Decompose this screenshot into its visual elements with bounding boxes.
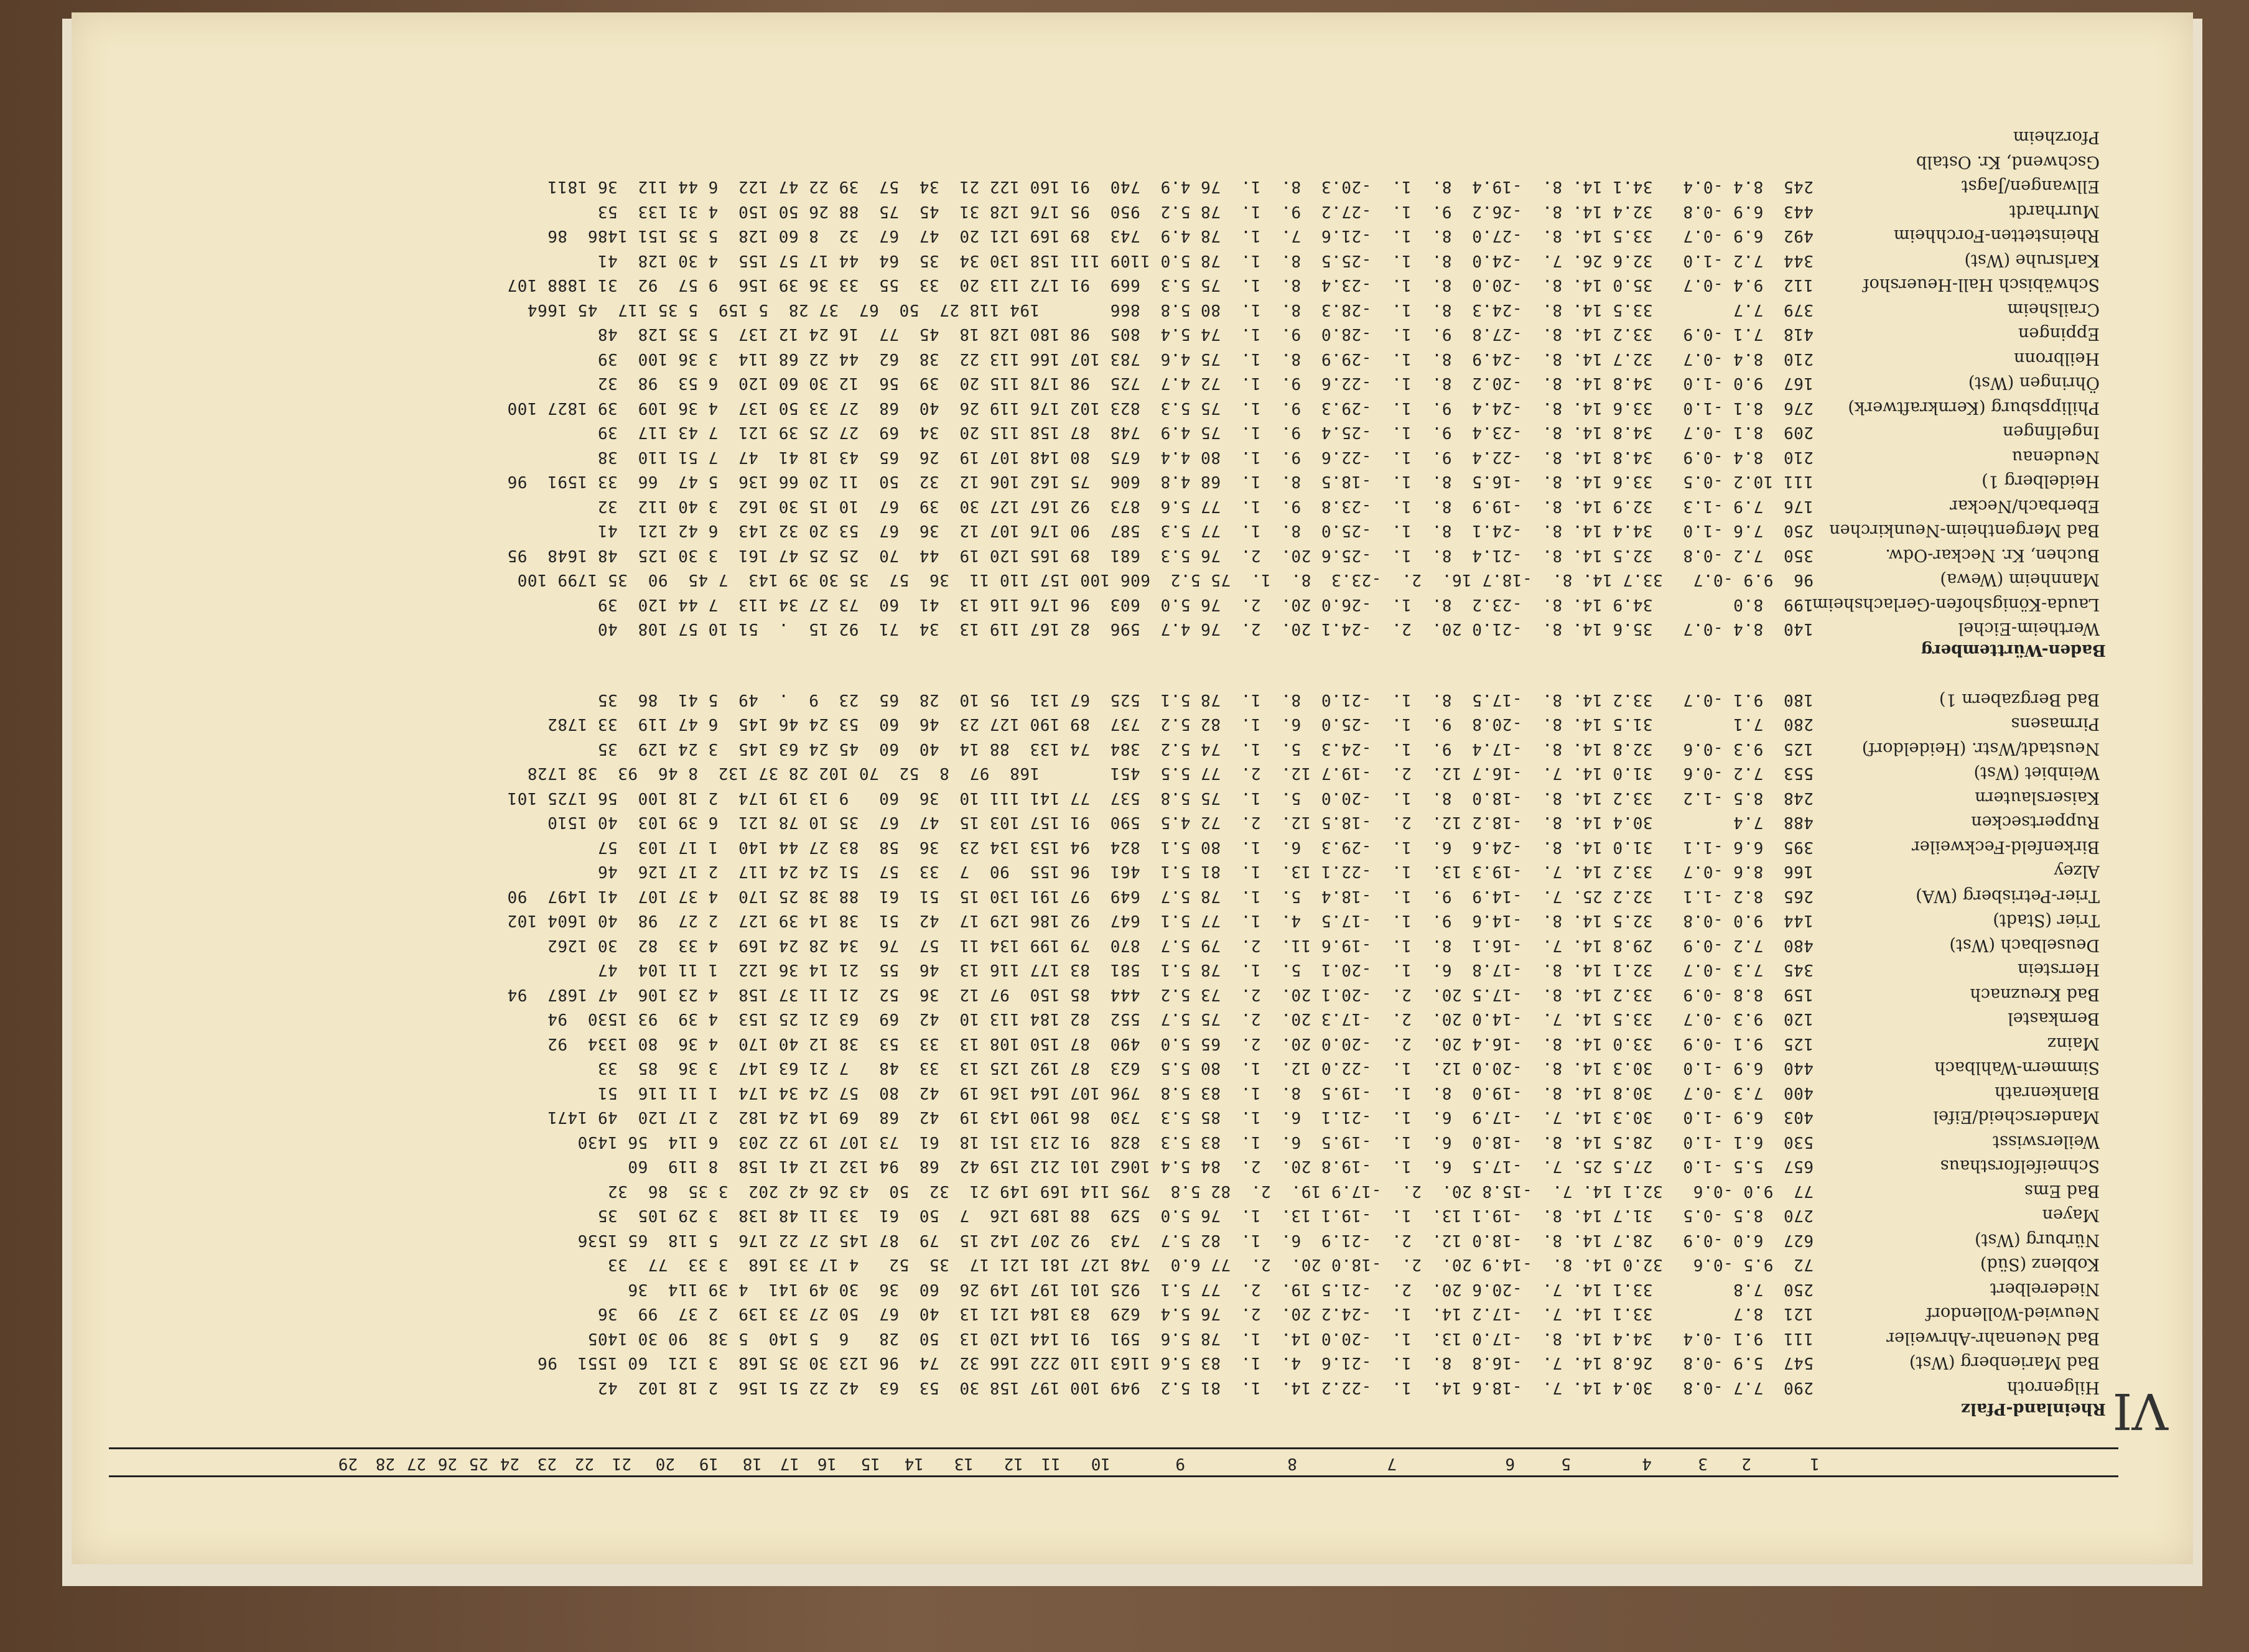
- column-number: 6: [1505, 1454, 1515, 1473]
- column-number: 12: [1003, 1454, 1023, 1473]
- station-name: Heilbronn: [2013, 349, 2100, 368]
- column-number: 15: [860, 1454, 880, 1473]
- station-name: Pforzheim: [2013, 128, 2100, 147]
- station-name: Eberbach/Neckar: [1950, 496, 2100, 516]
- station-values: 77 9.0 -0.6 32.1 14. 7. -15.8 20. 2. -17.9 19. 2. 82 5.8 795 114 169 149 21 32 50 43 26 42 202 3 35 86 32: [607, 1182, 1814, 1200]
- station-name: Rheinstetten-Forchheim: [1893, 226, 2100, 246]
- station-name: Simmern-Wahlbach: [1934, 1058, 2100, 1078]
- station-values: 111 10.2 -0.5 33.6 14. 8. -16.5 8. 1. -18.5 8. 1. 68 4.8 606 75 162 106 12 32 50 11 20 66 136 5 47 66 33 1591 96: [507, 472, 1814, 491]
- station-values: 245 8.4 -0.4 34.1 14. 8. -19.4 8. 1. -20.3 8. 1. 76 4.9 740 91 160 122 21 34 57 39 22 47 122 6 44 112 36 1811: [547, 177, 1814, 197]
- column-number: 27: [406, 1454, 426, 1473]
- column-number: 11: [1041, 1454, 1061, 1473]
- station-name: Schwäbisch Hall-Heuershof: [1863, 275, 2100, 295]
- station-name: Bad Kreuznach: [1970, 985, 2100, 1004]
- station-values: 379 7.7 33.5 14. 8. -24.3 8. 1. -28.3 8. 1. 80 5.8 866 194 118 27 50 67 37 28 5 159 5 35 117 45 1664: [527, 300, 1814, 319]
- station-name: Alzey: [2054, 861, 2100, 881]
- station-values: 248 8.5 -1.2 33.2 14. 8. -18.0 8. 1. -20.0 5. 1. 75 5.8 537 77 141 111 10 36 60 9 13 19 174 2 18 100 56 1725 101: [507, 789, 1814, 807]
- column-number: 17: [780, 1454, 799, 1473]
- station-values: 250 7.6 -1.0 34.4 14. 8. -24.1 8. 1. -25.0 8. 1. 77 5.3 587 90 176 107 12 36 67 53 20 32 143 6 42 121 41: [597, 521, 1814, 541]
- column-number: 29: [338, 1454, 358, 1473]
- column-number: 3: [1698, 1454, 1708, 1473]
- station-values: 210 8.4 -0.9 34.8 14. 8. -22.4 9. 1. -22.6 9. 1. 80 4.4 675 80 148 107 19 26 65 43 18 41 47 7 51 110 38: [597, 448, 1814, 466]
- station-values: 140 8.4 -0.7 35.6 14. 8. -21.0 20. 2. -24.1 20. 2. 76 4.7 596 82 167 119 13 34 71 92 15 . 51 10 57 108 40: [597, 620, 1814, 639]
- column-number: 16: [817, 1454, 837, 1473]
- station-name: Birkenfeld-Feckweiler: [1911, 837, 2100, 856]
- station-values: 176 7.9 -1.3 32.9 14. 8. -19.9 8. 1. -23.8 9. 1. 77 5.6 873 92 167 127 30 39 67 10 15 30 162 3 40 112 32: [597, 497, 1814, 516]
- station-values: 210 8.4 -0.7 32.7 14. 8. -24.9 8. 1. -29.9 8. 1. 75 4.6 783 107 166 113 22 38 62 44 22 68 114 3 36 100 39: [597, 350, 1814, 368]
- column-number: 2: [1741, 1454, 1751, 1473]
- station-name: Kaiserslautern: [1975, 788, 2100, 807]
- column-number-header: [109, 1447, 2118, 1477]
- station-values: 276 8.1 -1.0 33.6 14. 8. -24.4 9. 1. -29.3 9. 1. 75 5.3 823 102 176 119 26 40 68 27 33 50 137 4 36 109 39 1827 100: [507, 399, 1814, 417]
- station-name: Niederelbert: [1990, 1279, 2100, 1299]
- station-name: Pirmasens: [2011, 714, 2100, 734]
- station-name: Crailsheim: [2007, 300, 2100, 319]
- station-name: Heidelberg 1): [1981, 471, 2100, 491]
- column-number: 21: [612, 1454, 631, 1473]
- station-values: 440 6.9 -1.0 30.3 14. 8. -20.0 12. 1. -22.0 12. 1. 80 5.5 623 87 192 125 13 33 48 7 21 63 147 3 36 85 33: [597, 1059, 1814, 1078]
- column-number: 26: [437, 1454, 457, 1473]
- station-values: 125 9.1 -0.9 33.0 14. 8. -16.4 20. 2. -20.0 20. 2. 65 5.0 490 87 150 108 13 33 53 38 12 40 170 4 36 80 1334 92: [547, 1034, 1814, 1053]
- station-values: 350 7.2 -0.8 32.5 14. 8. -21.4 8. 1. -25.6 20. 2. 76 5.3 681 89 165 120 19 44 70 25 25 47 161 3 30 125 48 1648 95: [507, 546, 1814, 565]
- station-name: Ruppertsecken: [1971, 812, 2100, 832]
- station-values: 418 7.1 -0.9 33.2 14. 8. -27.8 9. 1. -28.0 9. 1. 74 5.4 805 98 180 128 18 45 77 16 24 12 137 5 35 128 48: [597, 325, 1814, 344]
- station-name: Mayen: [2042, 1205, 2100, 1225]
- column-number: 20: [655, 1454, 675, 1473]
- column-number: 9: [1175, 1454, 1185, 1473]
- station-name: Koblenz (Süd): [1980, 1255, 2100, 1274]
- station-values: 270 8.5 -0.5 31.7 14. 8. -19.1 13. 1. -19.1 13. 1. 76 5.0 529 88 189 126 7 50 61 33 11 48 138 3 29 105 35: [597, 1206, 1814, 1225]
- station-name: Mannheim (Wewa): [1940, 570, 2100, 590]
- column-number: 10: [1091, 1454, 1111, 1473]
- station-name: Murrhardt: [2009, 202, 2100, 221]
- station-values: 492 6.9 -0.7 33.5 14. 8. -27.0 8. 1. -21.6 7. 1. 78 4.9 743 89 169 121 20 47 67 32 8 60 128 5 35 151 1486 86: [547, 226, 1814, 246]
- station-values: 265 8.2 -1.1 32.2 25. 7. -14.9 9. 1. -18.4 5. 1. 78 5.7 649 97 191 130 15 51 61 88 38 25 170 4 37 107 41 1497 90: [507, 887, 1814, 906]
- column-number: 23: [537, 1454, 557, 1473]
- station-values: 159 8.8 -0.9 33.2 14. 8. -17.5 20. 2. -20.1 20. 2. 73 5.2 444 85 150 97 12 36 52 21 11 37 158 4 23 106 47 1687 94: [507, 985, 1814, 1004]
- station-name: Bad Ems: [2024, 1181, 2100, 1200]
- station-values: 488 7.4 30.4 14. 8. -18.2 12. 2. -18.5 12. 2. 72 4.5 590 91 157 103 15 47 67 35 10 78 121 6 39 103 40 1510: [547, 813, 1814, 832]
- station-values: 657 5.5 -1.0 27.5 25. 7. -17.5 6. 1. -19.8 20. 2. 84 5.4 1062 101 212 159 42 68 94 132 12 41 158 8 119 60: [627, 1157, 1814, 1176]
- column-number: 14: [904, 1454, 924, 1473]
- station-name: Neudenau: [2011, 447, 2100, 466]
- column-number: 5: [1561, 1454, 1571, 1473]
- station-values: 530 6.1 -1.0 28.5 14. 8. -18.0 6. 1. -19.5 6. 1. 83 5.3 828 91 213 151 18 61 73 107 19 22 203 6 114 56 1430: [577, 1133, 1814, 1151]
- book-page: [72, 12, 2193, 1564]
- column-number: 8: [1287, 1454, 1297, 1473]
- station-name: Bad Neuenahr-Ahrweiler: [1886, 1329, 2100, 1348]
- section-title: Rheinland-Pfalz: [1961, 1399, 2106, 1418]
- station-values: 553 7.2 -0.6 31.0 14. 7. -16.7 12. 2. -19.7 12. 2. 77 5.5 451 168 97 8 52 70 102 28 37 132 8 46 93 38 1728: [527, 764, 1814, 783]
- column-number: 1: [1810, 1454, 1820, 1473]
- station-values: 290 7.7 -0.8 30.4 14. 7. -18.6 14. 1. -22.2 14. 1. 81 5.2 949 100 197 158 30 53 63 42 22 51 156 2 18 102 42: [597, 1378, 1814, 1397]
- column-number: 7: [1387, 1454, 1397, 1473]
- column-number: 24: [500, 1454, 519, 1473]
- station-name: Manderscheid/Eifel: [1933, 1107, 2100, 1127]
- station-name: Neustadt/Wstr. (Heideldorf): [1861, 739, 2100, 758]
- station-name: Bad Mergentheim-Neunkirchen: [1829, 521, 2100, 541]
- station-values: 400 7.3 -0.7 30.8 14. 8. -19.0 8. 1. -19.5 8. 1. 83 5.8 796 107 164 136 19 42 80 57 24 34 174 1 11 116 51: [597, 1084, 1814, 1102]
- station-name: Gschwend, Kr. Ostalb: [1916, 152, 2100, 172]
- station-name: Hilgenroth: [2007, 1378, 2100, 1397]
- column-number: 19: [699, 1454, 719, 1473]
- station-name: Ellwangen/Jagst: [1961, 177, 2100, 197]
- station-values: 120 9.3 -0.7 33.5 14. 7. -14.0 20. 2. -17.3 20. 2. 75 5.7 552 82 184 113 10 42 69 63 21 25 153 4 39 93 1530 94: [547, 1009, 1814, 1029]
- station-name: Weilerswisst: [1993, 1132, 2100, 1151]
- station-values: 209 8.1 -0.7 34.8 14. 8. -23.4 9. 1. -25.4 9. 1. 75 4.9 748 87 158 115 20 34 69 27 25 39 121 7 43 117 39: [597, 423, 1814, 442]
- station-values: 111 9.1 -0.4 34.4 14. 8. -17.0 13. 1. -20.0 14. 1. 78 5.6 591 91 144 120 13 50 28 6 5 140 5 38 90 30 1405: [587, 1329, 1814, 1348]
- station-values: 121 8.7 33.1 14. 7. -17.2 14. 1. -24.2 20. 2. 76 5.4 629 83 184 121 13 40 67 50 27 33 139 2 37 99 36: [597, 1304, 1814, 1324]
- station-name: Öhringen (Wst): [1968, 373, 2100, 393]
- station-name: Schneifelforsthaus: [1940, 1156, 2100, 1176]
- station-name: Buchen, Kr. Neckar-Odw.: [1885, 545, 2100, 565]
- station-values: 627 6.0 -0.9 28.7 14. 8. -18.0 12. 2. -21.9 6. 1. 82 5.7 743 92 207 142 15 79 87 145 27 22 176 5 118 65 1536: [577, 1231, 1814, 1250]
- station-name: Trier-Petrisberg (WA): [1916, 886, 2100, 906]
- station-values: 250 7.8 33.1 14. 7. -20.6 20. 2. -21.5 19. 2. 77 5.1 925 101 197 149 26 60 36 30 49 141 4 39 114 36: [627, 1280, 1814, 1299]
- station-name: Bad Marienberg (Wst): [1909, 1353, 2100, 1373]
- station-values: 199 8.0 34.9 14. 8. -23.2 8. 1. -26.0 20. 2. 76 5.0 603 96 176 116 13 41 60 73 27 34 113 7 44 120 39: [597, 595, 1814, 614]
- station-name: Trier (Stadt): [1993, 911, 2100, 930]
- station-name: Mainz: [2047, 1034, 2100, 1053]
- station-name: Nürburg (Wst): [1975, 1230, 2100, 1250]
- station-values: 125 9.3 -0.6 32.8 14. 8. -17.4 9. 1. -24.3 5. 1. 74 5.2 384 74 133 88 14 40 60 45 24 63 145 3 24 129 35: [597, 740, 1814, 758]
- station-name: Lauda-Königshofen-Gerlachsheim: [1812, 595, 2100, 614]
- column-number: 28: [375, 1454, 395, 1473]
- station-name: Weinbiet (Wst): [1973, 763, 2100, 783]
- station-name: Wertheim-Eichel: [1958, 619, 2100, 639]
- station-name: Blankenrath: [1995, 1083, 2100, 1102]
- station-name: Eppingen: [2018, 324, 2100, 344]
- station-values: 443 6.9 -0.8 32.4 14. 8. -26.2 9. 1. -27.2 9. 1. 78 5.2 950 95 176 128 31 45 75 88 26 50 150 4 31 133 53: [597, 202, 1814, 221]
- station-name: Bernkastel: [2008, 1009, 2100, 1029]
- station-values: 344 7.2 -1.0 32.6 26. 7. -24.0 8. 1. -25.5 8. 1. 78 5.0 1109 111 158 130 34 35 64 44 17 57 155 4 30 128 41: [597, 251, 1814, 270]
- page-content-rotated: [72, 12, 2193, 1564]
- station-values: 167 9.0 -1.0 34.8 14. 8. -20.2 8. 1. -22.6 9. 1. 72 4.7 725 98 178 115 20 39 56 12 30 60 120 6 53 98 32: [597, 374, 1814, 393]
- station-name: Neuwied-Wollendorf: [1926, 1304, 2100, 1324]
- station-name: Bad Bergzabern 1): [1939, 690, 2100, 709]
- station-name: Philippsburg (Kernkraftwerk): [1848, 398, 2100, 417]
- column-number: 25: [468, 1454, 488, 1473]
- station-values: 345 7.3 -0.7 32.1 14. 8. -17.8 6. 1. -20.1 5. 1. 78 5.1 581 83 177 116 13 46 55 21 14 36 122 1 11 104 47: [597, 960, 1814, 980]
- station-values: 72 9.5 -0.6 32.0 14. 8. -14.9 20. 2. -18.0 20. 2. 77 6.0 748 127 181 121 17 35 52 4 17 33 168 3 33 77 33: [607, 1255, 1814, 1274]
- column-number: 13: [954, 1454, 974, 1473]
- station-values: 480 7.2 -0.9 29.8 14. 7. -16.1 8. 1. -19.6 11. 2. 79 5.7 870 79 199 134 11 57 76 34 28 24 169 4 33 82 30 1262: [547, 936, 1814, 955]
- station-name: Karlsruhe (Wst): [1964, 251, 2100, 270]
- station-values: 280 7.1 31.5 14. 8. -20.8 9. 1. -25.0 6. 1. 82 5.2 737 89 190 127 23 46 60 53 24 46 145 6 47 119 33 1782: [547, 715, 1814, 734]
- column-number: 18: [742, 1454, 762, 1473]
- station-values: 112 9.4 -0.7 35.0 14. 8. -20.0 8. 1. -23.4 8. 1. 75 5.3 669 91 172 113 20 33 55 33 36 39 156 9 57 92 31 1888 107: [507, 276, 1814, 295]
- column-number: 22: [574, 1454, 594, 1473]
- station-values: 166 8.6 -0.7 33.2 14. 7. -19.3 13. 1. -22.1 13. 1. 81 5.1 461 96 155 90 7 33 57 51 24 24 117 2 17 126 46: [597, 862, 1814, 881]
- station-values: 180 9.1 -0.7 33.2 14. 8. -17.5 8. 1. -21.0 8. 1. 78 5.1 525 67 131 95 10 28 65 23 9 . 49 5 41 86 35: [597, 690, 1814, 709]
- section-title: Baden-Württemberg: [1921, 641, 2106, 660]
- column-number: 4: [1642, 1454, 1652, 1473]
- station-name: Herrstein: [2017, 960, 2100, 980]
- station-name: Deuselbach (Wst): [1949, 935, 2100, 955]
- station-values: 395 6.6 -1.1 31.0 14. 8. -24.6 6. 1. -29.3 6. 1. 80 5.1 824 94 153 134 23 36 58 83 27 44 140 1 17 103 57: [597, 838, 1814, 856]
- station-values: 96 9.9 -0.7 33.7 14. 8. -18.7 16. 2. -23.3 8. 1. 75 5.2 606 100 157 110 11 36 57 35 30 39 143 7 45 90 35 1799 100: [517, 570, 1814, 590]
- station-values: 144 9.0 -0.8 32.5 14. 8. -14.6 9. 1. -17.5 4. 1. 77 5.1 647 92 186 129 17 42 51 38 14 39 127 2 27 98 40 1604 102: [507, 911, 1814, 930]
- volume-numeral: VI: [2112, 1382, 2168, 1440]
- station-values: 403 6.9 -1.0 30.3 14. 7. -17.9 6. 1. -21.1 6. 1. 85 5.3 730 86 190 143 19 42 68 69 14 24 182 2 17 120 49 1471: [547, 1108, 1814, 1127]
- station-name: Ingelfingen: [2002, 422, 2100, 442]
- station-values: 547 5.9 -0.8 26.8 14. 7. -16.8 8. 1. -21.6 4. 1. 83 5.6 1163 110 222 166 32 74 96 123 30 35 168 3 121 60 1551 96: [537, 1353, 1814, 1373]
